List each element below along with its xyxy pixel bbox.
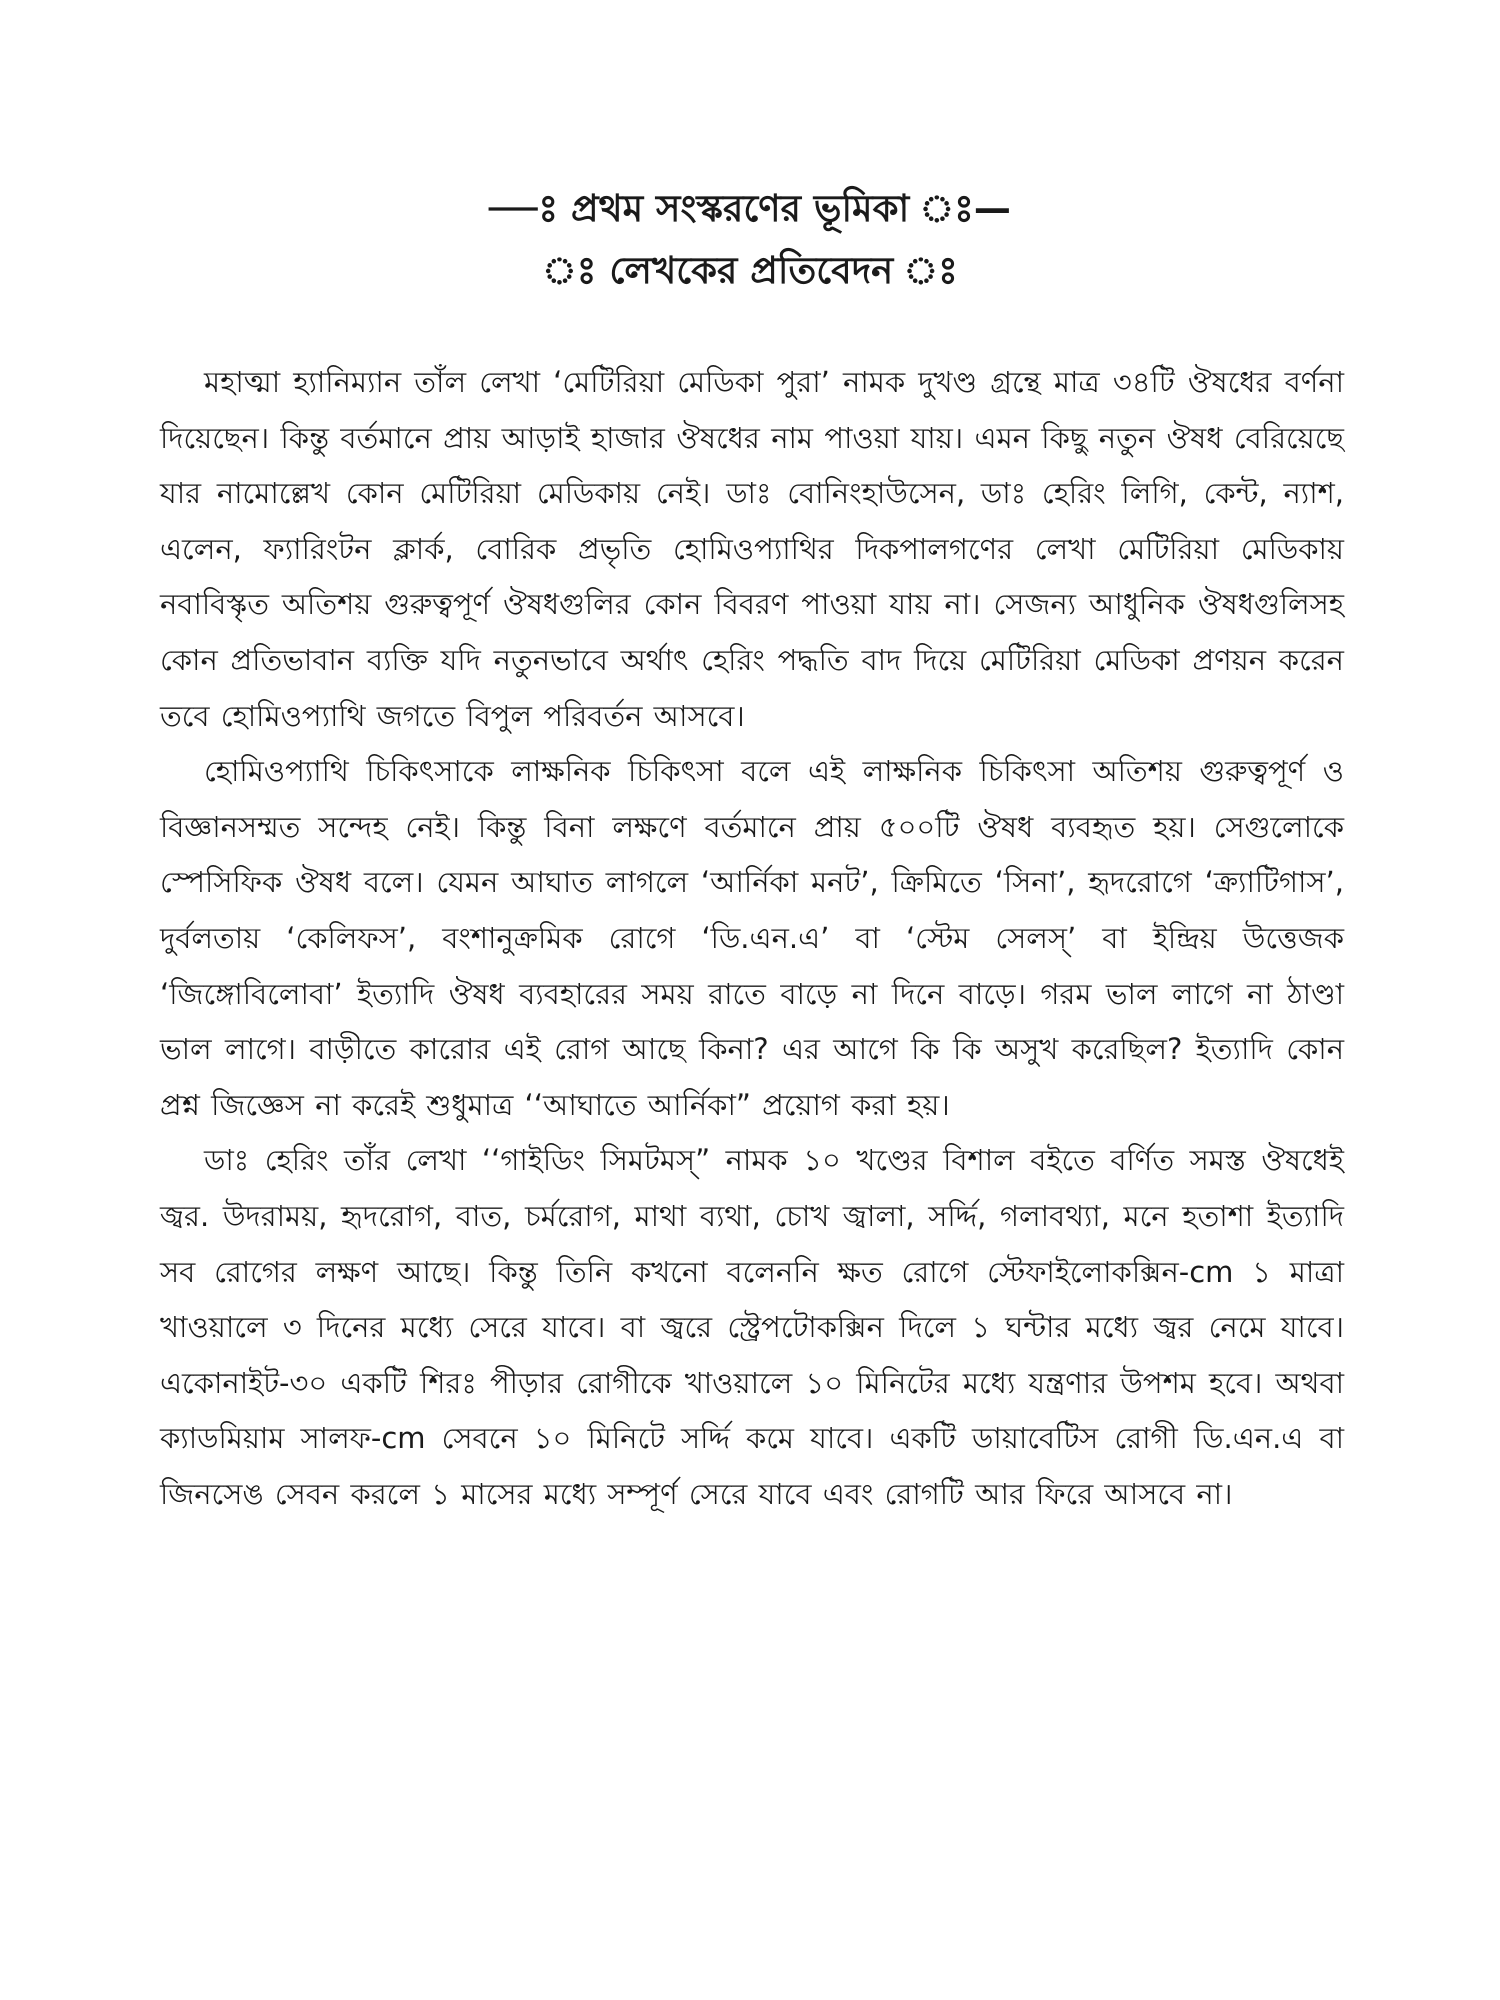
- paragraph-3: ডাঃ হেরিং তাঁর লেখা ‘‘গাইডিং সিমটমস্” নামক ১০ খণ্ডের বিশাল বইতে বর্ণিত সমস্ত ঔষধেই জ্বর. উদরাময়, হৃদরোগ, বাত, চর্মরোগ, মাথা ব্যথা, চোখ জ্বালা, সর্দ্দি, গলাবথ্যা, মনে হতাশা ইত্যাদি সব রোগের লক্ষণ আছে। কিন্তু তিনি কখনো বলেননি ক্ষত রোগে স্টেফাইলোকক্সিন-cm ১ মাত্রা খাওয়ালে ৩ দিনের মধ্যে সেরে যাবে। বা জ্বরে স্ট্রেপটোকক্সিন দিলে ১ ঘন্টার মধ্যে জ্বর নেমে যাবে। একোনাইট-৩০ একটি শিরঃ পীড়ার রোগীকে খাওয়ালে ১০ মিনিটের মধ্যে যন্ত্রণার উপশম হবে। অথবা ক্যাডমিয়াম সালফ-cm সেবনে ১০ মিনিটে সর্দ্দি কমে যাবে। একটি ডায়াবেটিস রোগী ডি.এন.এ বা জিনসেঙ সেবন করলে ১ মাসের মধ্যে সম্পূর্ণ সেরে যাবে এবং রোগটি আর ফিরে আসবে না।: [160, 1143, 1344, 1511]
- paragraph-2: হোমিওপ্যাথি চিকিৎসাকে লাক্ষনিক চিকিৎসা বলে এই লাক্ষনিক চিকিৎসা অতিশয় গুরুত্বপূর্ণ ও বিজ্ঞানসম্মত সন্দেহ নেই। কিন্তু বিনা লক্ষণে বর্তমানে প্রায় ৫০০টি ঔষধ ব্যবহৃত হয়। সেগুলোকে স্পেসিফিক ঔষধ বলে। যেমন আঘাত লাগলে ‘আর্নিকা মনট’, ক্রিমিতে ‘সিনা’, হৃদরোগে ‘ক্র্যাটিগাস’, দুর্বলতায় ‘কেলিফস’, বংশানুক্রমিক রোগে ‘ডি.এন.এ’ বা ‘স্টেম সেলস্’ বা ইন্দ্রিয় উত্তেজক ‘জিঙ্গোবিলোবা’ ইত্যাদি ঔষধ ব্যবহারের সময় রাতে বাড়ে না দিনে বাড়ে। গরম ভাল লাগে না ঠাণ্ডা ভাল লাগে। বাড়ীতে কারোর এই রোগ আছে কিনা? এর আগে কি কি অসুখ করেছিল? ইত্যাদি কোন প্রশ্ন জিজ্ঞেস না করেই শুধুমাত্র ‘‘আঘাতে আর্নিকা” প্রয়োগ করা হয়।: [160, 754, 1344, 1122]
- paragraph-1: মহাত্মা হ্যানিম্যান তাঁল লেখা ‘মেটিরিয়া মেডিকা পুরা’ নামক দুখণ্ড গ্রন্থে মাত্র ৩৪টি ঔষধের বর্ণনা দিয়েছেন। কিন্তু বর্তমানে প্রায় আড়াই হাজার ঔষধের নাম পাওয়া যায়। এমন কিছু নতুন ঔষধ বেরিয়েছে যার নামোল্লেখ কোন মেটিরিয়া মেডিকায় নেই। ডাঃ বোনিংহাউসেন, ডাঃ হেরিং লিগি, কেন্ট, ন্যাশ, এলেন, ফ্যারিংটন ক্লার্ক, বোরিক প্রভৃতি হোমিওপ্যাথির দিকপালগণের লেখা মেটিরিয়া মেডিকায় নবাবিস্কৃত অতিশয় গুরুত্বপূর্ণ ঔষধগুলির কোন বিবরণ পাওয়া যায় না। সেজন্য আধুনিক ঔষধগুলিসহ কোন প্রতিভাবান ব্যক্তি যদি নতুনভাবে অর্থাৎ হেরিং পদ্ধতি বাদ দিয়ে মেটিরিয়া মেডিকা প্রণয়ন করেন তবে হোমিওপ্যাথি জগতে বিপুল পরিবর্তন আসবে।: [160, 365, 1344, 733]
- page-subtitle: ঃ লেখকের প্রতিবেদন ঃ: [542, 249, 958, 292]
- heading-block: [150, 178, 1350, 302]
- page-title: —ঃ প্রথম সংস্করণের ভূমিকা ঃ—: [489, 187, 1011, 230]
- body-text: [160, 355, 1344, 1522]
